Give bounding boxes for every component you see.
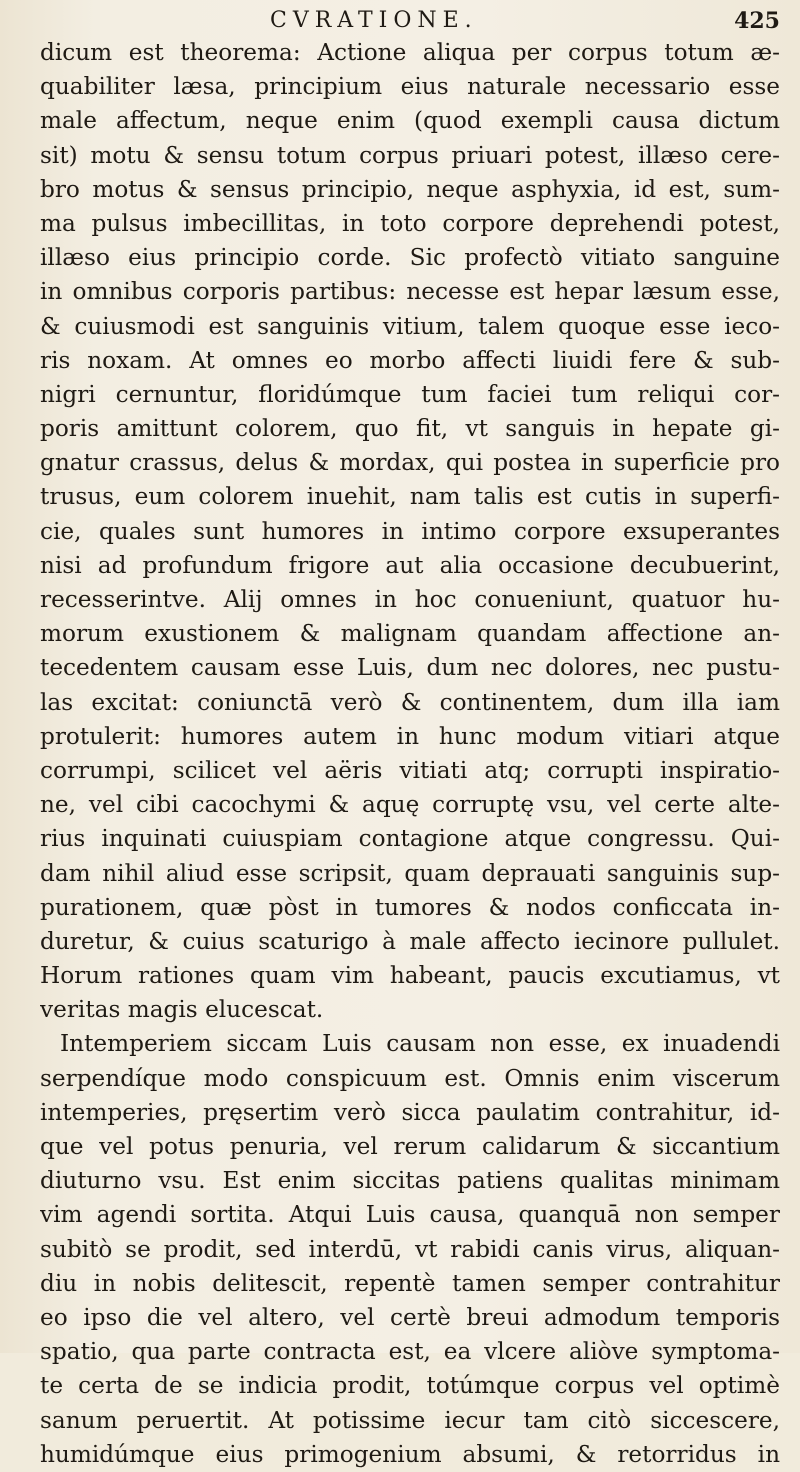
text-line: in omnibus corporis partibus: necesse est hepar læsum esse, [40, 278, 780, 306]
text-line: nigri cernuntur, floridúmque tum faciei tum reliqui cor- [40, 380, 780, 408]
text-line: rius inquinati cuiuspiam contagione atque congressu. Qui- [40, 825, 780, 853]
text-line: morum exustionem & malignam quandam affectione an- [40, 620, 780, 648]
text-line: las excitat: coniunctā verò & continentem, dum illa iam [40, 688, 780, 716]
text-line: sanum peruertit. At potissime iecur tam citò siccescere, [40, 1406, 780, 1434]
text-line: te certa de se indicia prodit, totúmque corpus vel optimè [40, 1372, 780, 1400]
text-line: que vel potus penuria, vel rerum calidarum & siccantium [40, 1133, 780, 1160]
text-line: nisi ad profundum frigore aut alia occasione decubuerint, [40, 551, 780, 579]
text-line: cie, quales sunt humores in intimo corpore exsuperantes [40, 517, 780, 545]
text-line: & cuiusmodi est sanguinis vitium, talem quoque esse ieco- [40, 312, 780, 340]
text-line: trusus, eum colorem inuehit, nam talis est cutis in superfi- [40, 483, 780, 511]
text-line: illæso eius principio corde. Sic profectò vitiato sanguine [40, 244, 780, 272]
text-line: Intemperiem siccam Luis causam non esse, ex inuadendi [60, 1030, 780, 1058]
page-number: 425 [734, 8, 780, 34]
text-line: protulerit: humores autem in hunc modum vitiari atque [40, 722, 780, 750]
text-line: diu in nobis delitescit, repentè tamen semper contrahitur [40, 1269, 780, 1297]
text-line: humidúmque eius primogenium absumi, & retorridus in [40, 1440, 780, 1468]
text-line: bro motus & sensus principio, neque asphyxia, id est, sum- [40, 175, 780, 203]
text-line: subitò se prodit, sed interdū, vt rabidi canis virus, aliquan- [40, 1235, 780, 1263]
text-line: dam nihil aliud esse scripsit, quam deprauati sanguinis sup- [40, 859, 780, 887]
text-line: veritas magis elucescat. [40, 996, 324, 1024]
text-line: purationem, quæ pòst in tumores & nodos conficcata in- [40, 893, 780, 921]
text-line: quabiliter læsa, principium eius naturale necessario esse [40, 73, 780, 101]
text-line: ris noxam. At omnes eo morbo affecti liuidi fere & sub- [40, 346, 780, 374]
text-line: intemperies, pręsertim verò sicca paulatim contrahitur, id- [40, 1098, 780, 1126]
text-line: gnatur crassus, delus & mordax, qui postea in superficie pro [40, 449, 780, 477]
text-line: tecedentem causam esse Luis, dum nec dolores, nec pustu- [40, 654, 780, 682]
text-line: vim agendi sortita. Atqui Luis causa, quanquā non semper [40, 1201, 780, 1229]
text-line: male affectum, neque enim (quod exempli causa dictum [40, 107, 780, 135]
text-line: dicum est theorema: Actione aliqua per corpus totum æ- [40, 39, 780, 66]
text-line: sit) motu & sensu totum corpus priuari potest, illæso cere- [40, 141, 780, 169]
body-text [40, 36, 780, 1472]
text-line: duretur, & cuius scaturigo à male affecto iecinore pullulet. [40, 927, 780, 955]
text-line: spatio, qua parte contracta est, ea vlcere aliòve symptoma- [40, 1338, 780, 1366]
text-line: ma pulsus imbecillitas, in toto corpore deprehendi potest, [40, 209, 780, 237]
text-line: serpendíque modo conspicuum est. Omnis enim viscerum [40, 1064, 780, 1092]
text-line: diuturno vsu. Est enim siccitas patiens qualitas minimam [40, 1167, 780, 1195]
text-line: poris amittunt colorem, quo fit, vt sanguis in hepate gi- [40, 415, 780, 443]
text-line: ne, vel cibi cacochymi & aquę corruptę vsu, vel certe alte- [40, 791, 780, 819]
text-line: corrumpi, scilicet vel aëris vitiati atq; corrupti inspiratio- [40, 756, 780, 784]
text-line: recesserintve. Alij omnes in hoc conueniunt, quatuor hu- [40, 586, 780, 613]
running-title: CVRATIONE. [270, 8, 478, 33]
text-line: eo ipso die vel altero, vel certè breui admodum temporis [40, 1303, 780, 1331]
text-line: Horum rationes quam vim habeant, paucis excutiamus, vt [40, 962, 780, 990]
